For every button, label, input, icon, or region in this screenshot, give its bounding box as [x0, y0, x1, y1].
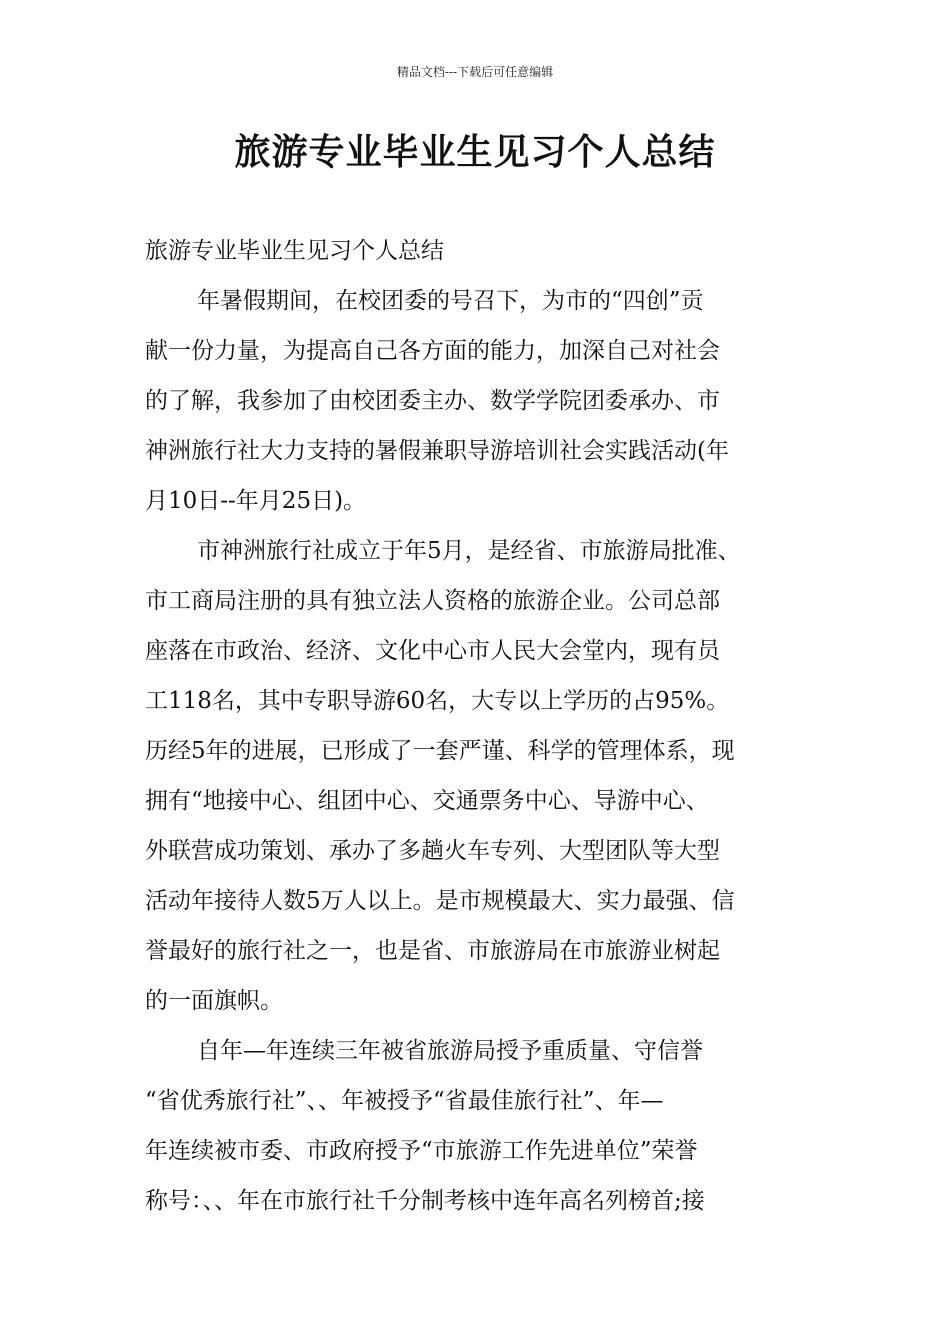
paragraph-line: 的一面旗帜。 [145, 988, 283, 1014]
paragraph-2 [145, 526, 807, 1026]
paragraph-line: 年暑假期间，在校团委的号召下，为市的“四创”贡 [197, 288, 704, 314]
paragraph-line: 自年—年连续三年被省旅游局授予重质量、守信誉 [197, 1038, 703, 1064]
paragraph-line: 活动年接待人数5万人以上。是市规模最大、实力最强、信 [145, 888, 735, 914]
paragraph-line: 市神洲旅行社成立于年5月，是经省、市旅游局批准、 [197, 538, 741, 564]
paragraph-line: 历经5年的进展，已形成了一套严谨、科学的管理体系，现 [145, 738, 735, 764]
document-subtitle: 旅游专业毕业生见习个人总结 [145, 238, 444, 264]
paragraph-line: 年连续被市委、市政府授予“市旅游工作先进单位”荣誉 [145, 1138, 698, 1164]
paragraph-line: 座落在市政治、经济、文化中心市人民大会堂内，现有员 [145, 638, 720, 664]
paragraph-line: 的了解，我参加了由校团委主办、数学学院团委承办、市 [145, 388, 720, 414]
paragraph-1 [145, 276, 807, 526]
paragraph-line: 市工商局注册的具有独立法人资格的旅游企业。公司总部 [145, 588, 720, 614]
paragraph-line: 拥有“地接中心、组团中心、交通票务中心、导游中心、 [145, 788, 709, 814]
paragraph-3 [145, 1026, 807, 1226]
document-body [145, 226, 807, 1226]
paragraph-line: 神洲旅行社大力支持的暑假兼职导游培训社会实践活动(年 [145, 438, 729, 464]
page-header: 精品文档---下载后可任意编辑 [396, 65, 554, 79]
paragraph-line: “省优秀旅行社”、、年被授予“省最佳旅行社”、年— [145, 1088, 664, 1114]
document-title: 旅游专业毕业生见习个人总结 [234, 131, 716, 173]
paragraph-line: 献一份力量，为提高自己各方面的能力，加深自己对社会 [145, 338, 720, 364]
paragraph-line: 月10日--年月25日)。 [145, 488, 367, 514]
paragraph-line: 工118名，其中专职导游60名，大专以上学历的占95%。 [145, 688, 730, 714]
paragraph-line: 誉最好的旅行社之一，也是省、市旅游局在市旅游业树起 [145, 938, 720, 964]
paragraph-line: 称号：、、年在市旅行社千分制考核中连年高名列榜首;接 [145, 1188, 705, 1214]
paragraph-line: 外联营成功策划、承办了多趟火车专列、大型团队等大型 [145, 838, 720, 864]
